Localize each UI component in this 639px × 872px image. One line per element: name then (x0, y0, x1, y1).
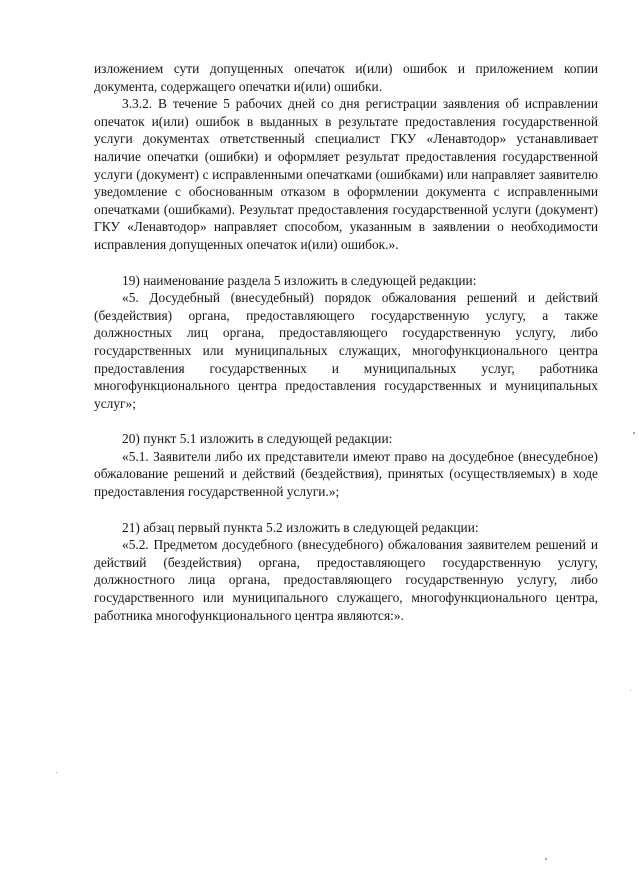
paragraph-item-20: 20) пункт 5.1 изложить в следующей редакции: (122, 431, 393, 447)
paragraph-5-1: «5.1. Заявители либо их представители имеют право на досудебное (внесудебное) обжалование решений и действий (бездействия), принятых (осуществляемых) в ходе предоставления государственной услуги.»; (94, 448, 598, 500)
scan-speck (56, 772, 57, 773)
paragraph-item-21: 21) абзац первый пункта 5.2 изложить в следующей редакции: (122, 519, 479, 535)
paragraph-5-2: «5.2. Предметом досудебного (внесудебного) обжалования заявителем решений и действий (бездействия) органа, предоставляющего государственную услугу, должностного лица органа, предоставляющего государственную услугу, либо государственного или муниципального служащего, многофункционального центра, работника многофункционального центра являются:». (94, 537, 598, 623)
scan-speck (545, 858, 547, 860)
paragraph-item-19: 19) наименование раздела 5 изложить в следующей редакции: (122, 272, 477, 288)
paragraph-section-5-title: «5. Досудебный (внесудебный) порядок обжалования решений и действий (бездействия) органа, предоставляющего государственную услугу, а также должностных лиц органа, предоставляющего государственную услугу, либо государственных или муниципальных служащих, многофункционального центра предоставления государственных и муниципальных услуг, работника многофункционального центра предоставления государственных и муниципальных услуг»; (94, 290, 598, 411)
paragraph-continuation: изложением сути допущенных опечаток и(или) ошибок и приложением копии документа, содержащего опечатки и(или) ошибки. (94, 61, 598, 94)
scan-speck (630, 690, 631, 691)
document-page (94, 60, 598, 624)
paragraph-3-3-2: 3.3.2. В течение 5 рабочих дней со дня регистрации заявления об исправлении опечаток и(или) ошибок в выданных в результате предоставления государственной услуги документах ответственный специалист ГКУ «Ленавтодор» устанавливает наличие опечатки (ошибки) и оформляет результат предоставления государственной услуги (документ) с исправленными опечатками (ошибками) или направляет заявителю уведомление с обоснованным отказом в оформлении документа с исправленными опечатками (ошибками). Результат предоставления государственной услуги (документ) ГКУ «Ленавтодор» направляет способом, указанным в заявлении о необходимости исправления допущенных опечаток и(или) ошибок.». (94, 96, 598, 252)
scan-speck (633, 432, 635, 434)
